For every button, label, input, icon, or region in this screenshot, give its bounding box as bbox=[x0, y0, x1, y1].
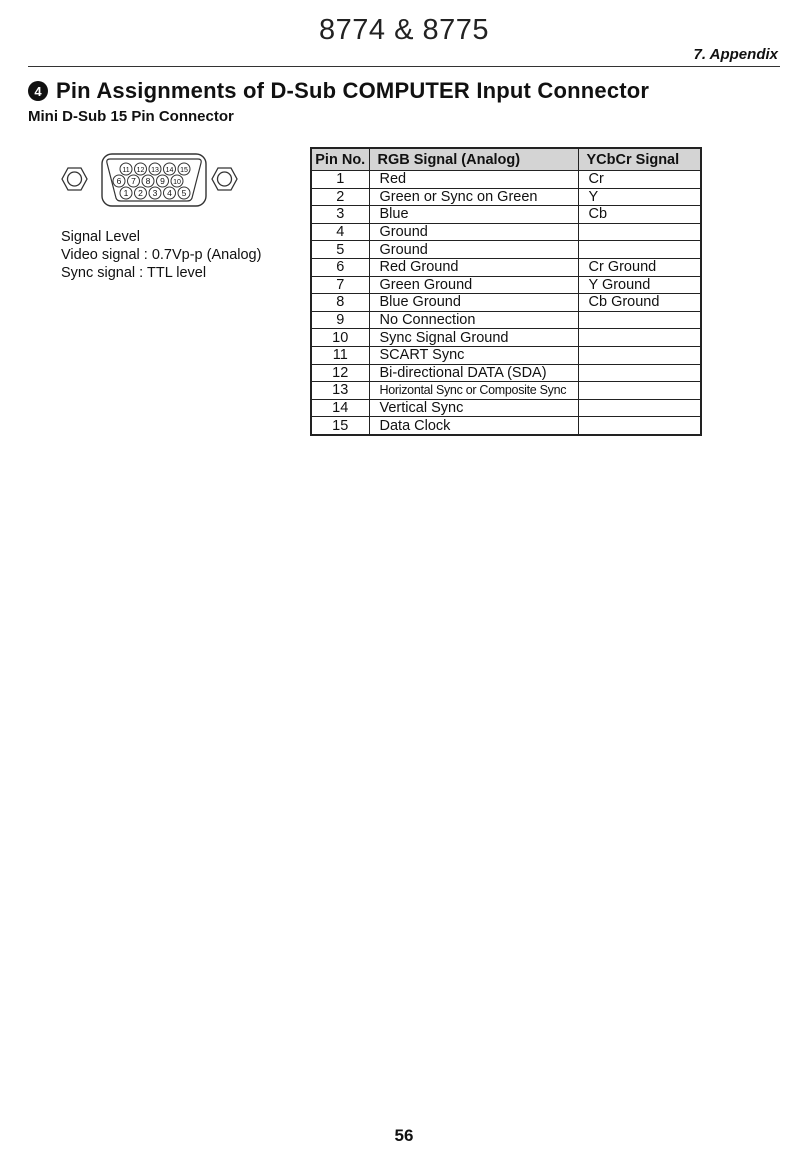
rgb-signal: Sync Signal Ground bbox=[369, 329, 578, 347]
pin-number: 13 bbox=[311, 382, 369, 400]
pin-assignment-table bbox=[310, 147, 702, 436]
video-signal-spec: Video signal : 0.7Vp-p (Analog) bbox=[61, 247, 262, 263]
rgb-signal: Blue bbox=[369, 206, 578, 224]
connector-pin bbox=[128, 175, 140, 187]
pin-number: 3 bbox=[311, 206, 369, 224]
connector-pin bbox=[142, 175, 154, 187]
ycbcr-signal: Cr bbox=[578, 171, 701, 189]
table-row bbox=[311, 171, 701, 189]
table-row bbox=[311, 258, 701, 276]
ycbcr-signal: Cb bbox=[578, 206, 701, 224]
ycbcr-signal bbox=[578, 364, 701, 382]
connector-pin-label: 3 bbox=[152, 188, 158, 198]
connector-pin bbox=[113, 175, 125, 187]
table-row bbox=[311, 276, 701, 294]
ycbcr-signal bbox=[578, 223, 701, 241]
connector-pin-label: 14 bbox=[165, 167, 174, 174]
rgb-signal: SCART Sync bbox=[369, 346, 578, 364]
signal-level-title: Signal Level bbox=[61, 229, 140, 245]
table-row bbox=[311, 188, 701, 206]
connector-pin-label: 7 bbox=[131, 176, 136, 186]
ycbcr-signal bbox=[578, 417, 701, 435]
rgb-signal: No Connection bbox=[369, 311, 578, 329]
pin-number: 7 bbox=[311, 276, 369, 294]
rgb-signal: Green Ground bbox=[369, 276, 578, 294]
table-row bbox=[311, 223, 701, 241]
connector-pin bbox=[149, 163, 161, 175]
rgb-signal: Horizontal Sync or Composite Sync bbox=[369, 382, 578, 400]
rgb-signal: Red bbox=[369, 171, 578, 189]
connector-pin-label: 8 bbox=[145, 176, 151, 186]
rgb-signal: Data Clock bbox=[369, 417, 578, 435]
connector-pin bbox=[178, 163, 190, 175]
rgb-signal: Ground bbox=[369, 241, 578, 259]
pin-number: 11 bbox=[311, 346, 369, 364]
pin-number: 15 bbox=[311, 417, 369, 435]
heading-number-badge: 4 bbox=[28, 81, 48, 101]
ycbcr-signal bbox=[578, 399, 701, 417]
table-row bbox=[311, 346, 701, 364]
pin-number: 10 bbox=[311, 329, 369, 347]
ycbcr-signal bbox=[578, 382, 701, 400]
rgb-signal: Vertical Sync bbox=[369, 399, 578, 417]
pin-number: 12 bbox=[311, 364, 369, 382]
table-row bbox=[311, 417, 701, 435]
ycbcr-signal bbox=[578, 311, 701, 329]
pin-number: 6 bbox=[311, 258, 369, 276]
connector-pin-label: 9 bbox=[160, 176, 165, 186]
pin-number: 2 bbox=[311, 188, 369, 206]
connector-pin bbox=[135, 187, 147, 199]
pin-number: 1 bbox=[311, 171, 369, 189]
ycbcr-signal bbox=[578, 241, 701, 259]
connector-pin bbox=[171, 175, 183, 187]
connector-pin-label: 6 bbox=[116, 176, 122, 186]
connector-pin bbox=[157, 175, 169, 187]
pin-number: 9 bbox=[311, 311, 369, 329]
connector-pin bbox=[164, 163, 176, 175]
section-heading bbox=[28, 78, 649, 104]
rgb-signal: Blue Ground bbox=[369, 294, 578, 312]
pin-number: 14 bbox=[311, 399, 369, 417]
d-sub-connector-diagram bbox=[58, 148, 248, 210]
connector-pin bbox=[135, 163, 147, 175]
header-pin-no: Pin No. bbox=[311, 148, 369, 171]
pin-number: 8 bbox=[311, 294, 369, 312]
table-row bbox=[311, 399, 701, 417]
connector-pin-label: 4 bbox=[167, 188, 172, 198]
ycbcr-signal bbox=[578, 346, 701, 364]
connector-pin-label: 12 bbox=[136, 167, 145, 174]
right-screw-icon bbox=[212, 168, 237, 190]
heading-title: Pin Assignments of D-Sub COMPUTER Input Connector bbox=[56, 78, 650, 103]
page-number: 56 bbox=[394, 1126, 414, 1145]
ycbcr-signal: Y Ground bbox=[578, 276, 701, 294]
connector-subtitle: Mini D-Sub 15 Pin Connector bbox=[28, 108, 234, 125]
pin-number: 4 bbox=[311, 223, 369, 241]
table-header-row bbox=[311, 148, 701, 171]
connector-pin-label: 10 bbox=[173, 179, 181, 186]
header-ycbcr-signal: YCbCr Signal bbox=[578, 148, 701, 171]
table-row bbox=[311, 311, 701, 329]
signal-level-info bbox=[61, 228, 261, 282]
connector-pin-label: 15 bbox=[180, 167, 188, 174]
table-row bbox=[311, 206, 701, 224]
connector-pin bbox=[178, 187, 190, 199]
table-row bbox=[311, 329, 701, 347]
table-row bbox=[311, 364, 701, 382]
connector-pin bbox=[120, 187, 132, 199]
ycbcr-signal bbox=[578, 329, 701, 347]
ycbcr-signal: Cb Ground bbox=[578, 294, 701, 312]
pin-number: 5 bbox=[311, 241, 369, 259]
rgb-signal: Green or Sync on Green bbox=[369, 188, 578, 206]
connector-pin bbox=[164, 187, 176, 199]
ycbcr-signal: Cr Ground bbox=[578, 258, 701, 276]
header-rgb-signal: RGB Signal (Analog) bbox=[369, 148, 578, 171]
connector-pin-label: 1 bbox=[123, 188, 129, 198]
table-row bbox=[311, 294, 701, 312]
sync-signal-spec: Sync signal : TTL level bbox=[61, 265, 207, 281]
left-screw-icon bbox=[62, 168, 87, 190]
header-divider bbox=[28, 66, 780, 67]
rgb-signal: Ground bbox=[369, 223, 578, 241]
connector-pin-label: 13 bbox=[151, 167, 159, 174]
rgb-signal: Red Ground bbox=[369, 258, 578, 276]
rgb-signal: Bi-directional DATA (SDA) bbox=[369, 364, 578, 382]
connector-pin-label: 11 bbox=[122, 167, 130, 174]
table-row bbox=[311, 382, 701, 400]
connector-pin bbox=[149, 187, 161, 199]
section-label: 7. Appendix bbox=[693, 46, 778, 63]
connector-pin bbox=[120, 163, 132, 175]
connector-pin-label: 2 bbox=[138, 188, 143, 198]
document-title: 8774 & 8775 bbox=[319, 14, 489, 46]
connector-pin-label: 5 bbox=[181, 188, 187, 198]
ycbcr-signal: Y bbox=[578, 188, 701, 206]
table-row bbox=[311, 241, 701, 259]
